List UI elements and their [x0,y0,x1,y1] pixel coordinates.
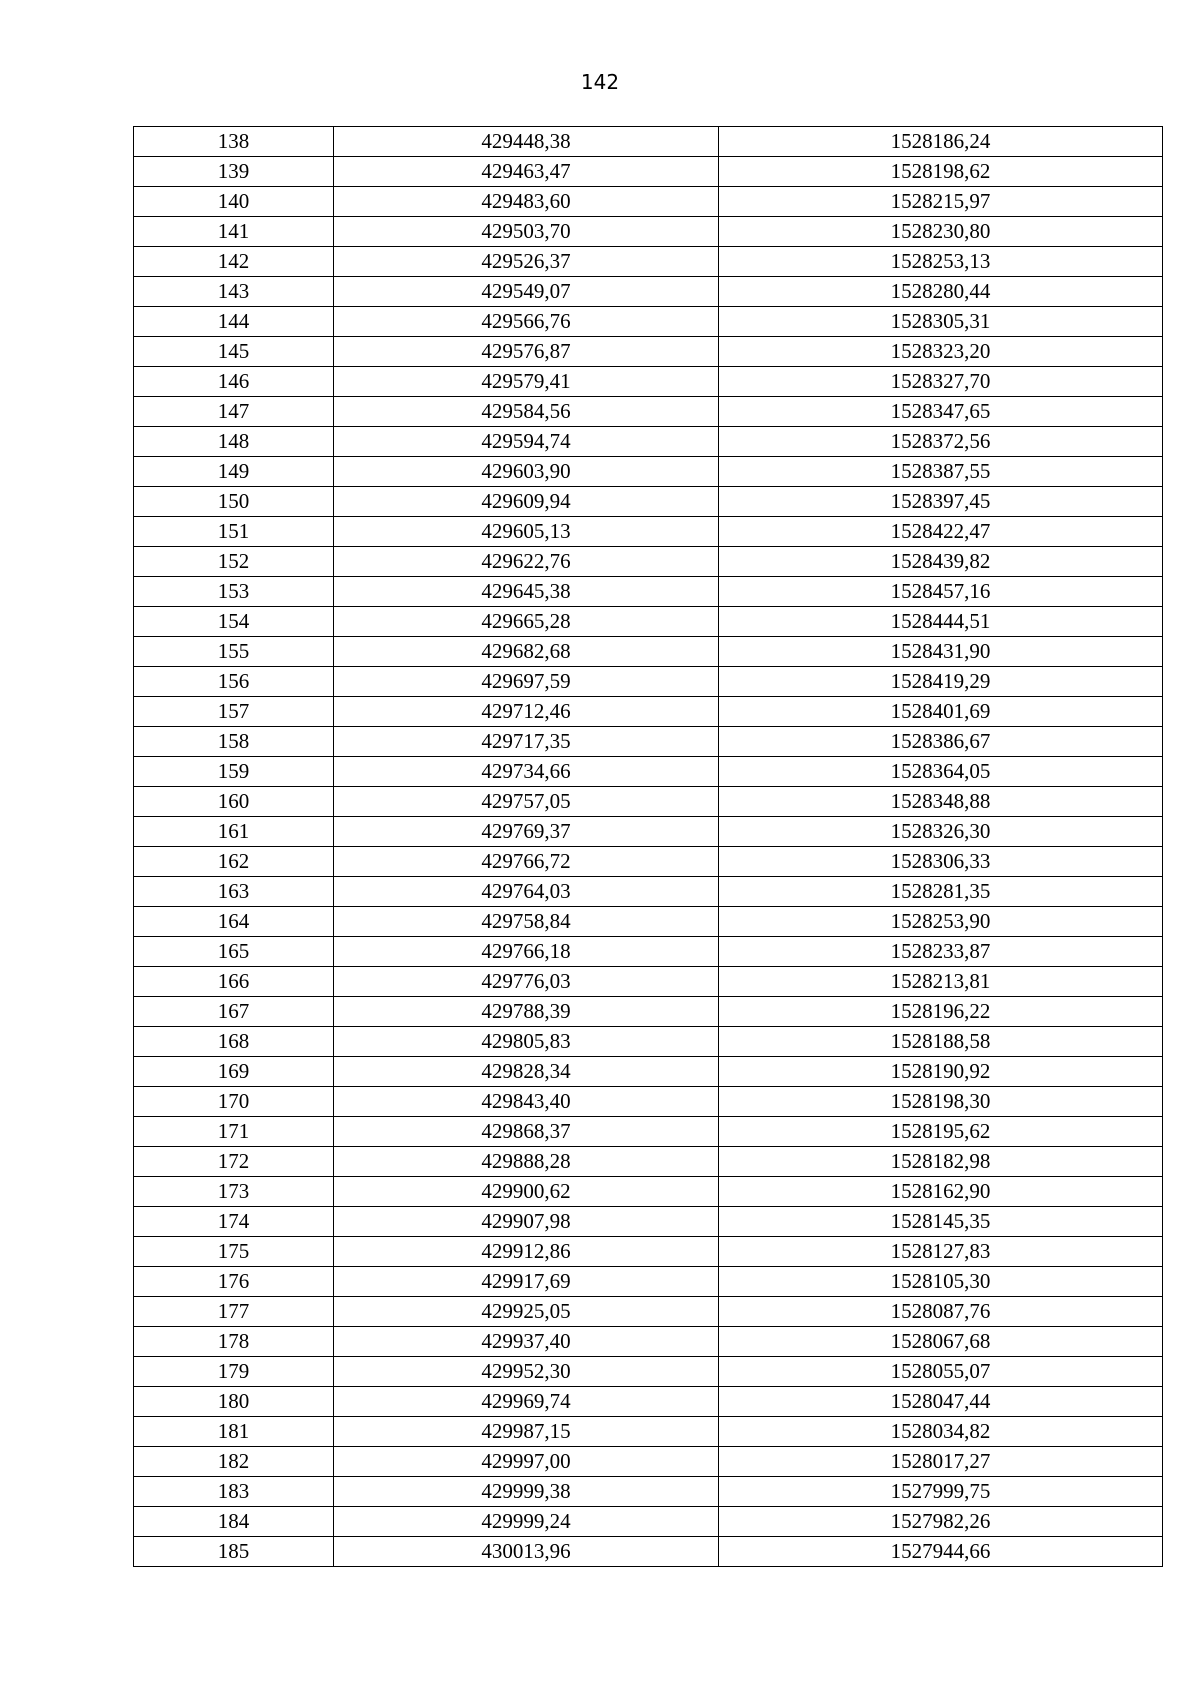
y-coordinate-cell: 1528364,05 [719,757,1163,787]
point-number-cell: 177 [134,1297,334,1327]
x-coordinate-cell: 429463,47 [334,157,719,187]
point-number-cell: 159 [134,757,334,787]
y-coordinate-cell: 1528397,45 [719,487,1163,517]
x-coordinate-cell: 429917,69 [334,1267,719,1297]
y-coordinate-cell: 1528401,69 [719,697,1163,727]
table-row [134,1237,1163,1267]
x-coordinate-cell: 429805,83 [334,1027,719,1057]
point-number-cell: 181 [134,1417,334,1447]
point-number-cell: 141 [134,217,334,247]
table-row [134,517,1163,547]
table-row [134,277,1163,307]
y-coordinate-cell: 1528326,30 [719,817,1163,847]
y-coordinate-cell: 1528034,82 [719,1417,1163,1447]
table-row [134,1447,1163,1477]
point-number-cell: 157 [134,697,334,727]
table-row [134,1297,1163,1327]
table-row [134,1387,1163,1417]
point-number-cell: 185 [134,1537,334,1567]
x-coordinate-cell: 429609,94 [334,487,719,517]
x-coordinate-cell: 429576,87 [334,337,719,367]
y-coordinate-cell: 1528195,62 [719,1117,1163,1147]
point-number-cell: 166 [134,967,334,997]
table-row [134,697,1163,727]
x-coordinate-cell: 429997,00 [334,1447,719,1477]
x-coordinate-cell: 429766,72 [334,847,719,877]
x-coordinate-cell: 429900,62 [334,1177,719,1207]
y-coordinate-cell: 1527982,26 [719,1507,1163,1537]
point-number-cell: 142 [134,247,334,277]
y-coordinate-cell: 1528198,62 [719,157,1163,187]
table-row [134,667,1163,697]
point-number-cell: 143 [134,277,334,307]
x-coordinate-cell: 429594,74 [334,427,719,457]
table-row [134,1057,1163,1087]
x-coordinate-cell: 429682,68 [334,637,719,667]
table-row [134,397,1163,427]
point-number-cell: 160 [134,787,334,817]
point-number-cell: 155 [134,637,334,667]
table-row [134,997,1163,1027]
y-coordinate-cell: 1528372,56 [719,427,1163,457]
table-row [134,427,1163,457]
y-coordinate-cell: 1528233,87 [719,937,1163,967]
x-coordinate-cell: 429843,40 [334,1087,719,1117]
x-coordinate-cell: 429584,56 [334,397,719,427]
table-row [134,577,1163,607]
x-coordinate-cell: 429665,28 [334,607,719,637]
point-number-cell: 151 [134,517,334,547]
table-row [134,1177,1163,1207]
x-coordinate-cell: 429757,05 [334,787,719,817]
y-coordinate-cell: 1528280,44 [719,277,1163,307]
x-coordinate-cell: 429697,59 [334,667,719,697]
y-coordinate-cell: 1528067,68 [719,1327,1163,1357]
point-number-cell: 145 [134,337,334,367]
point-number-cell: 156 [134,667,334,697]
table-row [134,1357,1163,1387]
x-coordinate-cell: 429907,98 [334,1207,719,1237]
point-number-cell: 149 [134,457,334,487]
point-number-cell: 148 [134,427,334,457]
y-coordinate-cell: 1528196,22 [719,997,1163,1027]
point-number-cell: 162 [134,847,334,877]
point-number-cell: 174 [134,1207,334,1237]
x-coordinate-cell: 429448,38 [334,127,719,157]
y-coordinate-cell: 1528055,07 [719,1357,1163,1387]
table-row [134,787,1163,817]
point-number-cell: 163 [134,877,334,907]
y-coordinate-cell: 1528047,44 [719,1387,1163,1417]
table-row [134,1087,1163,1117]
table-row [134,247,1163,277]
y-coordinate-cell: 1528444,51 [719,607,1163,637]
point-number-cell: 158 [134,727,334,757]
x-coordinate-cell: 429526,37 [334,247,719,277]
y-coordinate-cell: 1528323,20 [719,337,1163,367]
y-coordinate-cell: 1528087,76 [719,1297,1163,1327]
x-coordinate-cell: 429622,76 [334,547,719,577]
y-coordinate-cell: 1528431,90 [719,637,1163,667]
point-number-cell: 168 [134,1027,334,1057]
x-coordinate-cell: 429605,13 [334,517,719,547]
point-number-cell: 167 [134,997,334,1027]
x-coordinate-cell: 429912,86 [334,1237,719,1267]
table-row [134,487,1163,517]
point-number-cell: 184 [134,1507,334,1537]
point-number-cell: 169 [134,1057,334,1087]
x-coordinate-cell: 429766,18 [334,937,719,967]
x-coordinate-cell: 429999,24 [334,1507,719,1537]
x-coordinate-cell: 429734,66 [334,757,719,787]
table-row [134,187,1163,217]
point-number-cell: 146 [134,367,334,397]
point-number-cell: 139 [134,157,334,187]
table-row [134,727,1163,757]
x-coordinate-cell: 429579,41 [334,367,719,397]
y-coordinate-cell: 1528182,98 [719,1147,1163,1177]
point-number-cell: 161 [134,817,334,847]
x-coordinate-cell: 429987,15 [334,1417,719,1447]
x-coordinate-cell: 429828,34 [334,1057,719,1087]
point-number-cell: 153 [134,577,334,607]
point-number-cell: 173 [134,1177,334,1207]
y-coordinate-cell: 1528127,83 [719,1237,1163,1267]
table-row [134,1147,1163,1177]
x-coordinate-cell: 429888,28 [334,1147,719,1177]
table-row [134,967,1163,997]
table-row [134,1267,1163,1297]
table-row [134,1117,1163,1147]
point-number-cell: 171 [134,1117,334,1147]
x-coordinate-cell: 429776,03 [334,967,719,997]
x-coordinate-cell: 429925,05 [334,1297,719,1327]
point-number-cell: 182 [134,1447,334,1477]
x-coordinate-cell: 429758,84 [334,907,719,937]
y-coordinate-cell: 1528017,27 [719,1447,1163,1477]
y-coordinate-cell: 1528188,58 [719,1027,1163,1057]
y-coordinate-cell: 1528145,35 [719,1207,1163,1237]
point-number-cell: 178 [134,1327,334,1357]
y-coordinate-cell: 1528305,31 [719,307,1163,337]
point-number-cell: 144 [134,307,334,337]
y-coordinate-cell: 1528198,30 [719,1087,1163,1117]
coordinates-table [133,126,1163,1567]
point-number-cell: 152 [134,547,334,577]
table-row [134,127,1163,157]
table-row [134,817,1163,847]
y-coordinate-cell: 1528387,55 [719,457,1163,487]
point-number-cell: 164 [134,907,334,937]
y-coordinate-cell: 1528386,67 [719,727,1163,757]
point-number-cell: 175 [134,1237,334,1267]
y-coordinate-cell: 1528230,80 [719,217,1163,247]
x-coordinate-cell: 429603,90 [334,457,719,487]
y-coordinate-cell: 1528439,82 [719,547,1163,577]
y-coordinate-cell: 1528347,65 [719,397,1163,427]
table-row [134,337,1163,367]
y-coordinate-cell: 1528215,97 [719,187,1163,217]
y-coordinate-cell: 1528419,29 [719,667,1163,697]
x-coordinate-cell: 429788,39 [334,997,719,1027]
x-coordinate-cell: 429868,37 [334,1117,719,1147]
y-coordinate-cell: 1528162,90 [719,1177,1163,1207]
y-coordinate-cell: 1528253,13 [719,247,1163,277]
x-coordinate-cell: 430013,96 [334,1537,719,1567]
x-coordinate-cell: 429712,46 [334,697,719,727]
table-row [134,937,1163,967]
y-coordinate-cell: 1528422,47 [719,517,1163,547]
table-row [134,637,1163,667]
point-number-cell: 138 [134,127,334,157]
x-coordinate-cell: 429769,37 [334,817,719,847]
y-coordinate-cell: 1528348,88 [719,787,1163,817]
y-coordinate-cell: 1527999,75 [719,1477,1163,1507]
y-coordinate-cell: 1528306,33 [719,847,1163,877]
x-coordinate-cell: 429969,74 [334,1387,719,1417]
x-coordinate-cell: 429764,03 [334,877,719,907]
table-row [134,457,1163,487]
y-coordinate-cell: 1528186,24 [719,127,1163,157]
table-row [134,1507,1163,1537]
x-coordinate-cell: 429937,40 [334,1327,719,1357]
table-row [134,1537,1163,1567]
table-row [134,547,1163,577]
point-number-cell: 179 [134,1357,334,1387]
y-coordinate-cell: 1528253,90 [719,907,1163,937]
table-row [134,607,1163,637]
y-coordinate-cell: 1528457,16 [719,577,1163,607]
x-coordinate-cell: 429645,38 [334,577,719,607]
page-number: 142 [580,70,620,94]
point-number-cell: 172 [134,1147,334,1177]
point-number-cell: 140 [134,187,334,217]
coordinates-table-body [134,127,1163,1567]
y-coordinate-cell: 1528213,81 [719,967,1163,997]
y-coordinate-cell: 1528281,35 [719,877,1163,907]
table-row [134,157,1163,187]
table-row [134,1477,1163,1507]
point-number-cell: 150 [134,487,334,517]
point-number-cell: 170 [134,1087,334,1117]
table-row [134,877,1163,907]
x-coordinate-cell: 429549,07 [334,277,719,307]
table-row [134,907,1163,937]
table-row [134,847,1163,877]
y-coordinate-cell: 1527944,66 [719,1537,1163,1567]
y-coordinate-cell: 1528105,30 [719,1267,1163,1297]
table-row [134,367,1163,397]
y-coordinate-cell: 1528190,92 [719,1057,1163,1087]
table-row [134,217,1163,247]
x-coordinate-cell: 429566,76 [334,307,719,337]
x-coordinate-cell: 429999,38 [334,1477,719,1507]
x-coordinate-cell: 429952,30 [334,1357,719,1387]
point-number-cell: 165 [134,937,334,967]
point-number-cell: 176 [134,1267,334,1297]
point-number-cell: 183 [134,1477,334,1507]
point-number-cell: 154 [134,607,334,637]
x-coordinate-cell: 429717,35 [334,727,719,757]
table-row [134,1327,1163,1357]
table-row [134,1417,1163,1447]
x-coordinate-cell: 429503,70 [334,217,719,247]
table-row [134,1027,1163,1057]
x-coordinate-cell: 429483,60 [334,187,719,217]
table-row [134,757,1163,787]
y-coordinate-cell: 1528327,70 [719,367,1163,397]
table-row [134,1207,1163,1237]
point-number-cell: 180 [134,1387,334,1417]
table-row [134,307,1163,337]
point-number-cell: 147 [134,397,334,427]
